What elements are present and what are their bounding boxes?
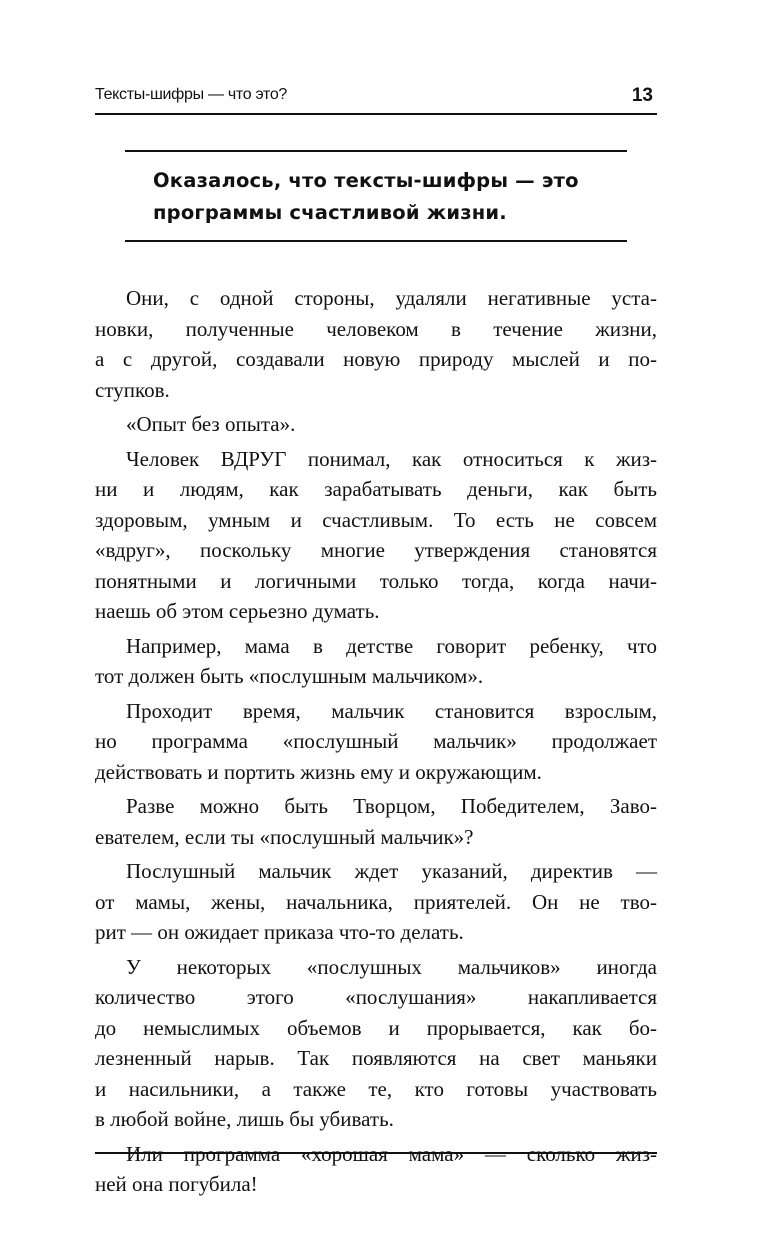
text-line: от мамы, жены, начальника, приятелей. Он не тво- bbox=[95, 889, 657, 914]
text-line: ни и людям, как зарабатывать деньги, как быть bbox=[95, 477, 657, 501]
text-line: до немыслимых объемов и прорывается, как бо- bbox=[95, 1015, 657, 1040]
running-header bbox=[95, 86, 655, 108]
callout-line: Оказалось, что тексты-шифры — это bbox=[153, 169, 579, 192]
text-line: количество этого «послушания» накапливается bbox=[95, 985, 657, 1009]
footer-rule bbox=[95, 1152, 657, 1154]
text-line: Проходит время, мальчик становится взрослым, bbox=[126, 698, 657, 723]
callout-line: программы счастливой жизни. bbox=[153, 201, 507, 224]
text-line: Разве можно быть Творцом, Победителем, Заво- bbox=[126, 794, 657, 818]
text-line: но программа «послушный мальчик» продолжает bbox=[95, 729, 657, 753]
text-line: наешь об этом серьезно думать. bbox=[95, 599, 380, 623]
callout-bottom-rule bbox=[125, 240, 627, 242]
text-line: Например, мама в детстве говорит ребенку, что bbox=[126, 633, 657, 658]
text-line: Послушный мальчик ждет указаний, директив — bbox=[126, 859, 657, 883]
paragraph bbox=[95, 791, 657, 852]
callout-quote bbox=[153, 165, 613, 229]
text-line: и насильники, а также те, кто готовы участвовать bbox=[95, 1076, 657, 1101]
callout-top-rule bbox=[125, 150, 627, 152]
text-line: тот должен быть «послушным мальчиком». bbox=[95, 664, 484, 688]
text-line: действовать и портить жизнь ему и окружающим. bbox=[95, 759, 542, 784]
text-line: Они, с одной стороны, удаляли негативные уста- bbox=[126, 286, 657, 310]
text-line: понятными и логичными только тогда, когда начи- bbox=[95, 568, 657, 593]
text-line: «вдруг», поскольку многие утверждения становятся bbox=[95, 538, 657, 562]
text-line: евателем, если ты «послушный мальчик»? bbox=[95, 824, 474, 849]
paragraph bbox=[95, 1139, 657, 1200]
paragraph bbox=[95, 409, 657, 440]
paragraph bbox=[95, 952, 657, 1135]
text-line: ступков. bbox=[95, 377, 170, 402]
text-line: лезненный нарыв. Так появляются на свет маньяки bbox=[95, 1046, 657, 1070]
text-line: У некоторых «послушных мальчиков» иногда bbox=[126, 954, 657, 979]
text-line: здоровым, умным и счастливым. То есть не совсем bbox=[95, 507, 657, 532]
text-line: «Опыт без опыта». bbox=[126, 412, 296, 436]
paragraph bbox=[95, 283, 657, 405]
text-line: новки, полученные человеком в течение жизни, bbox=[95, 316, 657, 341]
body-text bbox=[95, 283, 657, 1204]
paragraph bbox=[95, 696, 657, 788]
text-line: рит — он ожидает приказа что-то делать. bbox=[95, 920, 464, 944]
header-rule bbox=[95, 113, 657, 115]
chapter-title: Тексты-шифры — что это? bbox=[95, 86, 288, 103]
text-line: Или программа «хорошая мама» — сколько жиз- bbox=[126, 1141, 657, 1166]
paragraph bbox=[95, 444, 657, 627]
text-line: а с другой, создавали новую природу мыслей и по- bbox=[95, 347, 657, 371]
paragraph bbox=[95, 856, 657, 948]
page-number: 13 bbox=[631, 85, 653, 106]
text-line: в любой войне, лишь бы убивать. bbox=[95, 1107, 394, 1131]
paragraph bbox=[95, 631, 657, 692]
text-line: Человек ВДРУГ понимал, как относиться к жиз- bbox=[126, 446, 657, 471]
text-line: ней она погубила! bbox=[95, 1172, 258, 1196]
